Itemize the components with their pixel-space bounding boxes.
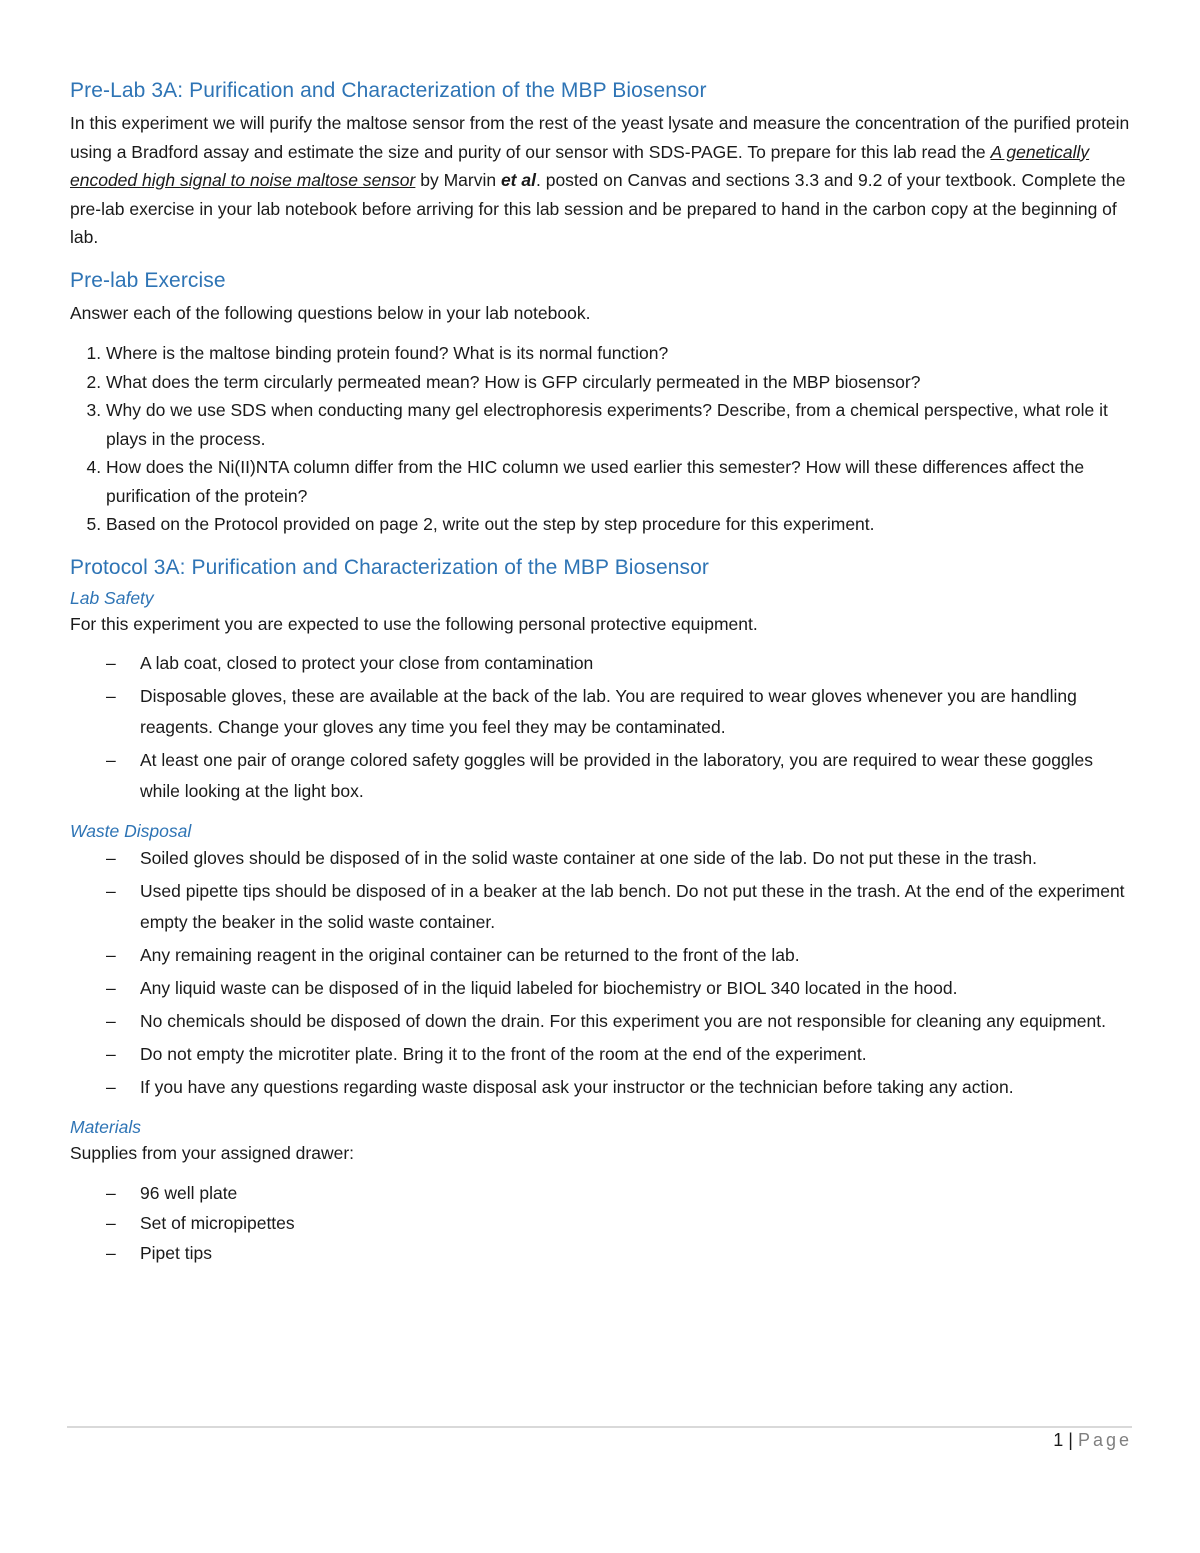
materials-heading: Materials [70,1117,141,1137]
waste-item: – Any remaining reagent in the original container can be returned to the front of the lab. [70,940,1132,971]
question-list [70,339,1132,539]
waste-item: – Soiled gloves should be disposed of in the solid waste container at one side of the lab. Do not put these in the trash. [70,843,1132,874]
lab-safety-lead: For this experiment you are expected to use the following personal protective equipment. [70,613,758,634]
prelab-intro [70,109,1132,252]
dash-bullet: – [106,1077,116,1097]
waste-item: – No chemicals should be disposed of down the drain. For this experiment you are not responsible for cleaning any equipment. [70,1006,1132,1037]
waste-item: – If you have any questions regarding waste disposal ask your instructor or the technician before taking any action. [70,1072,1132,1103]
lab-safety-heading: Lab Safety [70,587,154,608]
dash-bullet: – [106,881,116,901]
question-item: 2. What does the term circularly permeated mean? How is GFP circularly permeated in the MBP biosensor? [106,368,1132,397]
dash-bullet: – [106,1011,116,1031]
dash-bullet: – [106,978,116,998]
intro-text-3: . posted on Canvas and sections 3.3 and 9.2 of your textbook. Complete the pre-lab exercise in your lab notebook before arriving for this lab session and be prepared to hand in the carbon copy at the beginning of lab. [70,170,1126,247]
prelab-title: Pre-Lab 3A: Purification and Characterization of the MBP Biosensor [70,79,707,102]
waste-disposal-heading: Waste Disposal [70,821,192,841]
footer-divider [67,1426,1132,1428]
exercise-title: Pre-lab Exercise [70,268,226,292]
dash-bullet: – [106,686,116,706]
dash-bullet: – [106,945,116,965]
question-item: 1. Where is the maltose binding protein found? What is its normal function? [106,339,1132,368]
question-item: 3. Why do we use SDS when conducting many gel electrophoresis experiments? Describe, from a chemical perspective, what role it plays in the process. [106,396,1132,453]
waste-list [70,843,1132,1103]
question-item: 5. Based on the Protocol provided on page 2, write out the step by step procedure for this experiment. [106,510,1132,539]
waste-item: – Used pipette tips should be disposed of in a beaker at the lab bench. Do not put these in the trash. At the end of the experiment empty the beaker in the solid waste container. [70,876,1132,938]
protocol-title: Protocol 3A: Purification and Characterization of the MBP Biosensor [70,555,709,579]
waste-item: – Do not empty the microtiter plate. Bring it to the front of the room at the end of the experiment. [70,1039,1132,1070]
dash-bullet: – [106,1212,116,1233]
safety-list [70,648,1132,807]
reading-title-link: A genetically encoded high signal to noise maltose sensor [70,141,1090,190]
dash-bullet: – [106,1044,116,1064]
intro-text-1: In this experiment we will purify the maltose sensor from the rest of the yeast lysate and measure the concentration of the purified protein using a Bradford assay and estimate the size and purity of our sensor with SDS-PAGE. To prepare for this lab read the [70,113,1130,162]
footer-separator: | [1068,1430,1073,1450]
safety-item: – At least one pair of orange colored safety goggles will be provided in the laboratory, you are required to wear these goggles while looking at the light box. [70,745,1132,807]
waste-item: – Any liquid waste can be disposed of in the liquid labeled for biochemistry or BIOL 340 located in the hood. [70,973,1132,1004]
materials-lead: Supplies from your assigned drawer: [70,1143,355,1163]
exercise-lead: Answer each of the following questions below in your lab notebook. [70,302,591,323]
material-item: – Set of micropipettes [70,1208,1132,1238]
question-item: 4. How does the Ni(II)NTA column differ from the HIC column we used earlier this semester? How will these differences affect the purification of the protein? [106,453,1132,510]
intro-etal: et al [500,170,536,190]
safety-item: – Disposable gloves, these are available at the back of the lab. You are required to wear gloves whenever you are handling reagents. Change your gloves any time you feel they may be contaminated. [70,681,1132,743]
dash-bullet: – [106,750,116,770]
page-number: 1 [1053,1430,1064,1450]
material-item: – Pipet tips [70,1238,1132,1268]
dash-bullet: – [106,848,116,868]
intro-text-2: by Marvin [415,170,501,190]
dash-bullet: – [106,653,116,673]
dash-bullet: – [106,1242,116,1263]
materials-list [70,1178,1132,1268]
page-footer [1053,1430,1132,1451]
dash-bullet: – [106,1182,116,1203]
page-word: Page [1077,1430,1132,1450]
material-item: – 96 well plate [70,1178,1132,1208]
document-page [70,76,1132,1268]
safety-item: – A lab coat, closed to protect your close from contamination [70,648,1132,679]
